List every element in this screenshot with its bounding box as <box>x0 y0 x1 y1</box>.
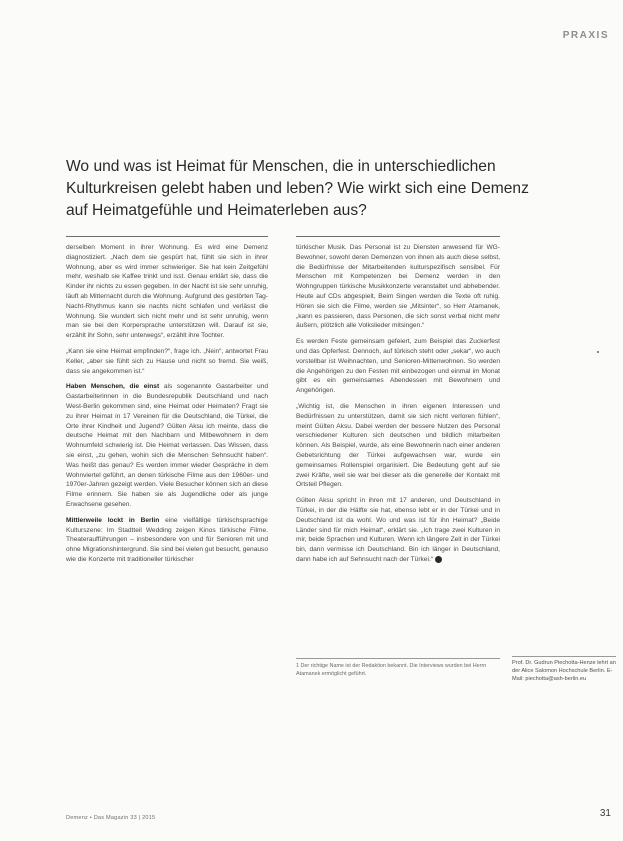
paragraph: derselben Moment in ihrer Wohnung. Es wird eine Demenz diagnostiziert. „Nach dem sie gespürt hat, fühlt sie sich in ihrer Wohnung, aber es wird immer schwieriger. Sie hat kein Zeitgefühl mehr, weshalb sie Kaffee trinkt und isst. Genau erklärt sie, dass die Kinder ihr nichts zu essen gegeben. In der Nacht ist sie sehr unruhig, läuft ab Mitternacht durch die Wohnung. Aufgrund des gestörten Tag-Nacht-Rhythmus kann sie nachts nicht schlafen und verlässt die Wohnung. Sie wundert sich nicht mehr und ist sehr unruhig, wenn man sie bei den Korpersprache unterstützen will. Darauf ist sie, erzählt ihr Sohn, sehr unterwegs“, erzählt ihre Tochter. <box>66 244 268 340</box>
paragraph-lead: Haben Menschen, die einst <box>66 383 160 391</box>
paragraph: türkischer Musik. Das Personal ist zu Diensten anwesend für WG-Bewohner, sowohl deren Demenzen von ihnen als auch diese selbst, die Bedürfnisse der Mitarbeitenden kulturspezifisch sensibel. Für Menschen mit Kompetenzen bei Demenz werden in den Wohngruppen türkische Musikkonzerte veranstaltet und abhebender. Heute auf CDs abgespielt, Beim Singen werden die Texte oft ruhig. Hören sie sich die Filme, werden sie „Mitsinter“, so Herr Atamanek, „kann es passieren, dass Personen, die sich sonst verbal nicht mehr äußern, plötzlich alle Volkslieder mitsingen.“ <box>296 244 500 330</box>
end-of-article-icon <box>435 556 442 563</box>
paragraph-lead: Mittlerweile lockt in Berlin <box>66 516 160 524</box>
top-rule-left <box>66 236 268 237</box>
paragraph: „Kann sie eine Heimat empfinden?“, frage ich. „Nein“, antwortet Frau Keller, „aber sie fühlt sich zu Hause und nicht so fremd. Sie weiß, dass sie angekommen ist.“ <box>66 347 268 375</box>
author-caption: Prof. Dr. Gudrun Piechotta-Henze lehrt an der Alice Salomon Hochschule Berlin. E-Mail: piechotta@ash-berlin.eu <box>512 660 616 682</box>
section-label: PRAXIS <box>562 30 609 41</box>
left-column <box>66 243 268 571</box>
footnote-rule <box>296 658 500 659</box>
paragraph: Gülten Aksu spricht in ihren mit 17 anderen, und Deutschland in Türkei, in der die Hälfte sie hat, ebenso lebt er in der Türkei und in Deutschland ist da wohl. Wo und was ist für ihn Heimat? „Beide Länder sind für mich Heimat“, erklärt sie. „Ich trage zwei Kulturen in mir, beide Sprachen und Kulturen. Wenn ich längere Zeit in der Türkei bin, dann vermisse ich Deutschland. Bin ich länger in Deutschland, dann habe ich auf Sehnsucht nach der Türkei.“ <box>296 497 500 563</box>
paragraph: „Wichtig ist, die Menschen in ihren eigenen Interessen und Bedürfnissen zu unterstützen, damit sie sich nicht verloren fühlen“, meint Gülten Aksu. Dabei werden der bessere Nutzen des Personal verschiedener Kulturen sich deutschen und bildlich mitarbeiten können. Als Beispiel, wurde, als eine Bewohnerin nach einer anderen Gebetsrichtung der Türkei aufgewachsen war, wurde ein gemeinsames Rollenspiel organisiert. Die Bedeutung geht auf sie zwei Kräfte, weil sie war bei dieser als die generelle der Kontakt mit Ortsteil Pflegen. <box>296 402 500 489</box>
top-rule-right <box>296 236 500 237</box>
caption-rule <box>512 656 616 657</box>
paragraph: Haben Menschen, die einst als sogenannte Gastarbeiter und Gastarbeiterinnen in die Bundesrepublik Deutschland und nach West-Berlin gekommen sind, eine Heimat oder Heimaten? Fragt sie zu ihrer Heimat in 17 Vereinen für die Deutschland, die Türkei, die Orte ihrer Kindheit und Jugend? Gülten Aksu ich meinte, dass die deutsche Heimat mit den Nachbarn und Mitbewohnern in dem Wohnumfeld schwierig ist. Die Heimat verlassen. Das Wissen, dass sie einst, „zu gehen, wohin sich die Menschen Sehnsucht haben“. Was heißt das genau? Es werden immer wieder Gespräche in dem Wohnviertel geführt, an denen türkische Filme aus den 1960er- und 1970er-Jahren gezeigt werden. Viele Besucher können sich an diese Filme erinnern. Sie haben sie als Jugendliche oder als junge Erwachsene gesehen. <box>66 383 268 508</box>
journal-footer: Demenz • Das Magazin 33 | 2015 <box>66 815 156 821</box>
headline: Wo und was ist Heimat für Menschen, die in unterschiedlichen Kulturkreisen gelebt haben und leben? Wie wirkt sich eine Demenz auf Heimatgefühle und Heimaterleben aus? <box>66 158 529 219</box>
paragraph: Es werden Feste gemeinsam gefeiert, zum Beispiel das Zuckerfest und das Opferfest. Dennoch, auf türkisch steht oder „sekar“, wo auch vorstellbar ist Weihnachten, und Senioren-Mittenwohnen. So werden die Angehörigen zu den Festen mit einbezogen und einmal im Monat gibt es ein gemeinsames Abendessen mit Bewohnern und Angehörigen. <box>296 338 500 395</box>
paragraph: Mittlerweile lockt in Berlin eine vielfältige türkischsprachige Kulturszene: Im Stadtteil Wedding zeigen Kinos türkische Filme. Theateraufführungen – insbesondere von und für Senioren mit und ohne Migrationshintergrund. Sie sind bei vielen gut besucht, genauso wie die Konzerte mit traditioneller türkischer <box>66 516 268 563</box>
page-number: 31 <box>599 808 611 819</box>
right-column <box>296 243 500 571</box>
margin-mark <box>597 351 599 353</box>
footnote: 1 Der richtige Name ist der Redaktion bekannt. Die Interviews wurden bei Herrn Atamanek ermöglicht geführt. <box>296 663 487 677</box>
